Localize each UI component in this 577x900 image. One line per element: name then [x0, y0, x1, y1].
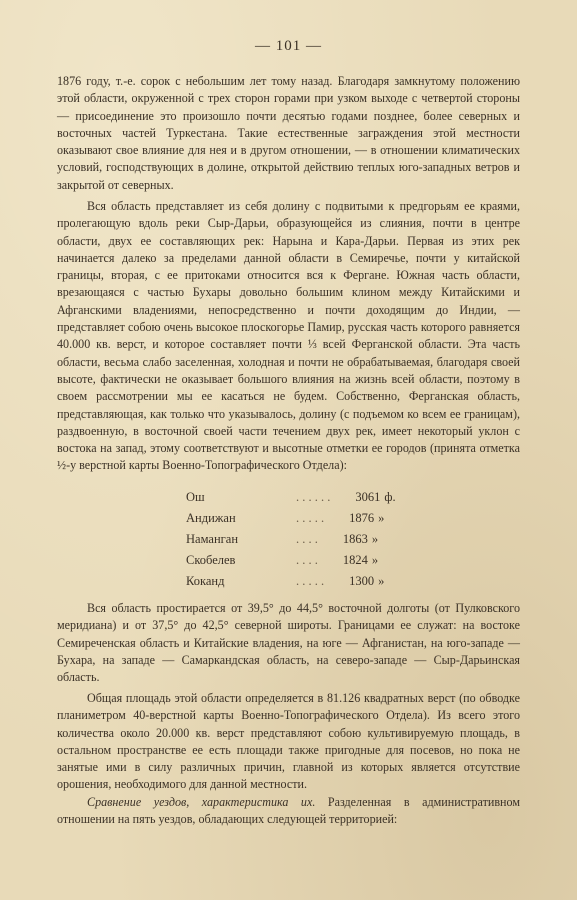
- city-heights-list: [186, 487, 406, 592]
- list-item: [186, 529, 406, 550]
- leader-dots: . . . . . .: [296, 490, 331, 504]
- leader-dots: . . . . .: [296, 574, 325, 588]
- paragraph-5-body: Разделенная в административном отношении на пять уездов, обладающих следующей территорией:: [57, 795, 520, 827]
- height-unit: »: [378, 511, 385, 525]
- list-item: [186, 487, 406, 508]
- list-item: [186, 508, 406, 529]
- height-value: 3061: [355, 490, 381, 504]
- paragraph-3: Вся область простирается от 39,5° до 44,5° восточной долготы (от Пулковского меридиана) и от 37,5° до 42,5° северной широты. Границами ее служат: на востоке Семиреченская область и Китайские владения, на юге — Афганистан, на юго-западе — Бухара, на западе — Самаркандская область, на северо-западе — Сыр-Дарьинская область.: [57, 601, 520, 685]
- height-value: 1863: [342, 532, 368, 546]
- height-value: 1300: [349, 574, 375, 588]
- leader-dots: . . . .: [296, 532, 318, 546]
- city-name: Андижан: [186, 511, 236, 525]
- height-unit: »: [378, 574, 385, 588]
- paragraph-4: Общая площадь этой области определяется в 81.126 квадратных верст (по обводке планиметром 40-верстной карты Военно-Топографического Отдела). Из всего этого количества около 20.000 кв. верст представляют собою культивируемую площадь, в остальном пространстве ее есть площади также пригодные для посевов, но пока не занятые ими в силу различных причин, главной из которых является отсутствие орошения, необходимого для данной местности.: [57, 691, 520, 792]
- leader-dots: . . . .: [296, 553, 318, 567]
- height-value: 1876: [349, 511, 375, 525]
- height-unit: ф.: [384, 490, 396, 504]
- leader-dots: . . . . .: [296, 511, 325, 525]
- list-item: [186, 550, 406, 571]
- city-name: Ош: [186, 490, 205, 504]
- city-name: Скобелев: [186, 553, 236, 567]
- height-unit: »: [371, 532, 379, 546]
- page-number: — 101 —: [255, 38, 322, 54]
- city-name: Наманган: [186, 532, 239, 546]
- paragraph-5: [57, 794, 520, 829]
- section-heading: Сравнение уездов, характеристика их.: [87, 795, 316, 809]
- city-name: Коканд: [186, 574, 225, 588]
- paragraph-2: Вся область представляет из себя долину с подвитыми к предгорьям ее краями, пролегающую вдоль реки Сыр-Дарьи, образующейся из слияния, почти в центре области, двух ее составляющих рек: Нарына и Кара-Дарьи. Первая из этих рек начинается далеко за пределами данной области в Семиречье, почти у китайской границы, вторая, с ее притоками относится вся к Фергане. Южная часть области, врезающаяся с частью Бухары довольно большим клином между Китайскими и Афганскими владениями, непосредственно и почти доходящим до Индии, — представляет собою очень высокое плоскогорье Памир, русская часть которого равняется 40.000 кв. верст, и которое составляет почти ⅓ всей Ферганской области. Эта часть области, весьма слабо заселенная, холодная и почти не обрабатываемая, благодаря своей высоте, фактически не оказывает большого влияния на жизнь всей области, поэтому в своем рассмотрении мы ее касаться не будем. Собственно, Ферганская область, представляющая, как только что указывалось, долину (с подъемом ко всем ее границам), раздвоенную, в восточной своей части течением двух рек, имеет некоторый уклон с востока на запад, этому соответствуют и высотные отметки ее городов (принята отметка ½-у верстной карты Военно-Топографического Отдела):: [57, 199, 520, 473]
- list-item: [186, 571, 406, 592]
- height-value: 1824: [342, 553, 368, 567]
- paragraph-1: 1876 году, т.-е. сорок с небольшим лет тому назад. Благодаря замкнутому положению этой области, окруженной с трех сторон горами при узком выходе с четвертой стороны — присоединение это произошло почти десятью годами позднее, более северных и восточных частей Туркестана. Такие естественные заграждения этой местности оказывают свое влияние для нея и в другом отношении, — в отношении климатических условий, господствующих в долине, открытой действию теплых юго-западных ветров и закрытой от северных.: [57, 74, 520, 192]
- height-unit: »: [371, 553, 379, 567]
